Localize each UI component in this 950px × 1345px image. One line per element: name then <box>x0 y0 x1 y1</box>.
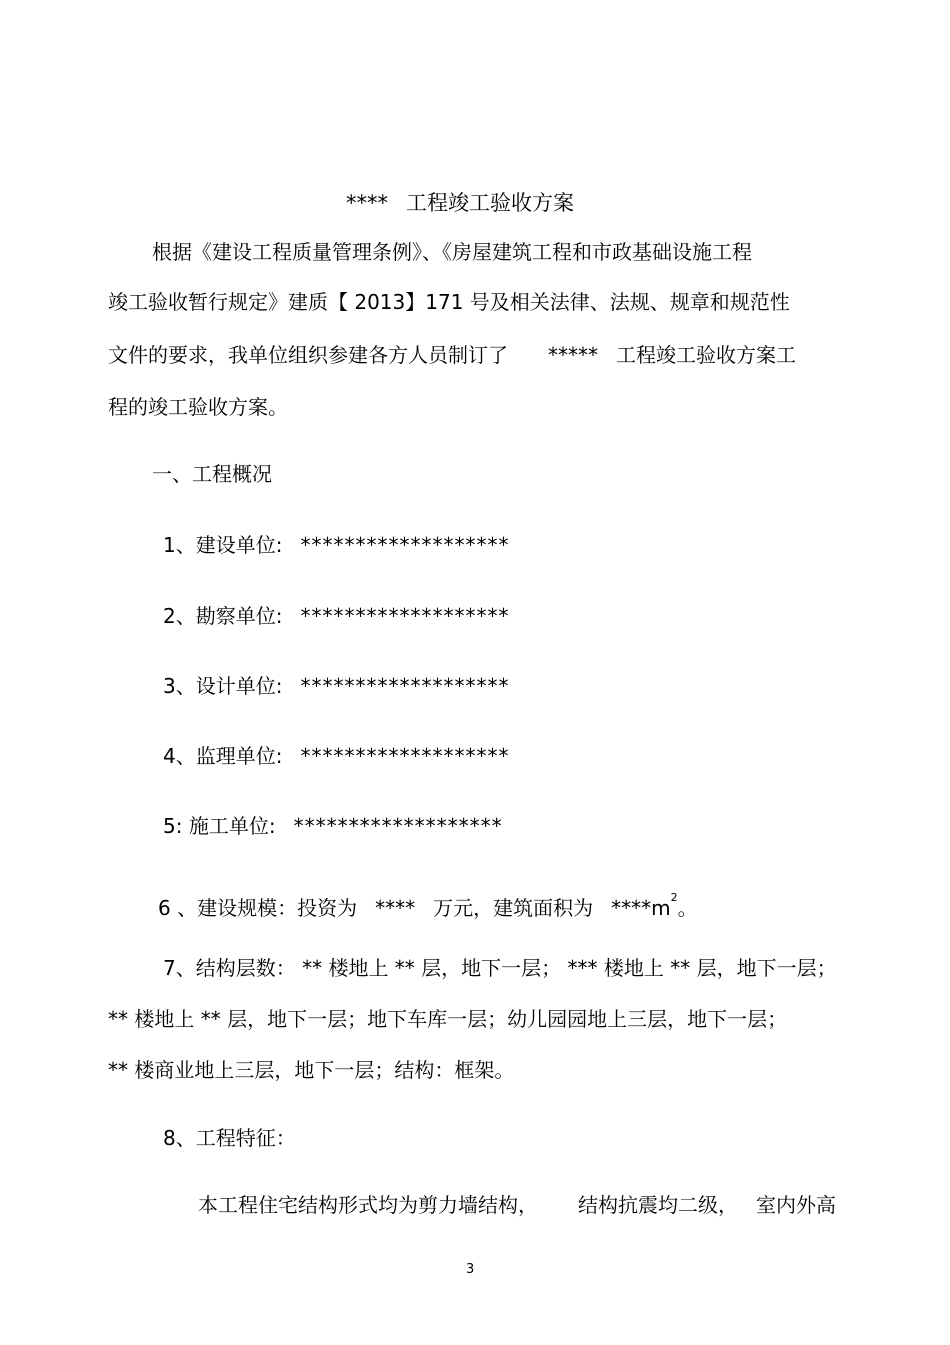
intro-line-4: 程的竣工验收方案。 <box>108 395 288 419</box>
intro-line-3 <box>108 341 796 369</box>
title-mark: **** <box>346 191 388 215</box>
item-engineering-features-heading: 8、工程特征： <box>163 1126 296 1150</box>
item-label: 2、勘察单位: <box>163 604 283 628</box>
item-structure-floors-line-3: ** 楼商业地上三层，地下一层；结构：框架。 <box>108 1058 515 1082</box>
item-survey-unit <box>163 602 509 630</box>
features-paragraph <box>198 1191 836 1219</box>
item-structure-floors-line-2: ** 楼地上 ** 层，地下一层；地下车库一层；幼儿园园地上三层，地下一层； <box>108 1007 788 1031</box>
scale-superscript: 2 <box>670 891 678 904</box>
item-label: 4、监理单位: <box>163 744 283 768</box>
item-value: ******************* <box>293 814 503 838</box>
item-label: 5: 施工单位: <box>163 814 276 838</box>
item-structure-floors-line-1: 7、结构层数： ** 楼地上 ** 层，地下一层； *** 楼地上 ** 层，地下一层； <box>163 956 837 980</box>
item-value: ******************* <box>300 674 510 698</box>
intro-line-3-a: 文件的要求，我单位组织参建各方人员制订了 <box>108 343 508 367</box>
title-text: 工程竣工验收方案 <box>406 191 574 215</box>
intro-line-3-mark: ***** <box>548 343 598 367</box>
features-part-2: 结构抗震均二级， <box>578 1193 738 1217</box>
item-label: 1、建设单位: <box>163 533 283 557</box>
item-label: 3、设计单位: <box>163 674 283 698</box>
item-construction-unit <box>163 531 509 559</box>
section-heading-overview: 一、工程概况 <box>152 462 272 486</box>
item-value: ******************* <box>300 604 510 628</box>
scale-suffix: 。 <box>677 896 698 920</box>
item-value: ******************* <box>300 744 510 768</box>
document-title <box>346 189 574 217</box>
page-number: 3 <box>466 1262 475 1277</box>
item-supervision-unit <box>163 742 509 770</box>
scale-prefix: 6 、建设规模：投资为 <box>158 896 358 920</box>
intro-line-1: 根据《建设工程质量管理条例》、《房屋建筑工程和市政基础设施工程 <box>152 240 752 264</box>
scale-mid: 万元，建筑面积为 <box>433 896 594 920</box>
features-part-3: 室内外高 <box>756 1193 836 1217</box>
intro-line-3-b: 工程竣工验收方案工 <box>616 343 796 367</box>
item-value: ******************* <box>300 533 510 557</box>
intro-line-2: 竣工验收暂行规定》建质【 2013】171 号及相关法律、法规、规章和规范性 <box>108 290 790 314</box>
item-design-unit <box>163 672 509 700</box>
item-construction-scale <box>158 884 698 922</box>
scale-area: ****m <box>611 896 671 920</box>
scale-investment: **** <box>375 896 416 920</box>
features-part-1: 本工程住宅结构形式均为剪力墙结构， <box>198 1193 538 1217</box>
item-contractor-unit <box>163 812 503 840</box>
